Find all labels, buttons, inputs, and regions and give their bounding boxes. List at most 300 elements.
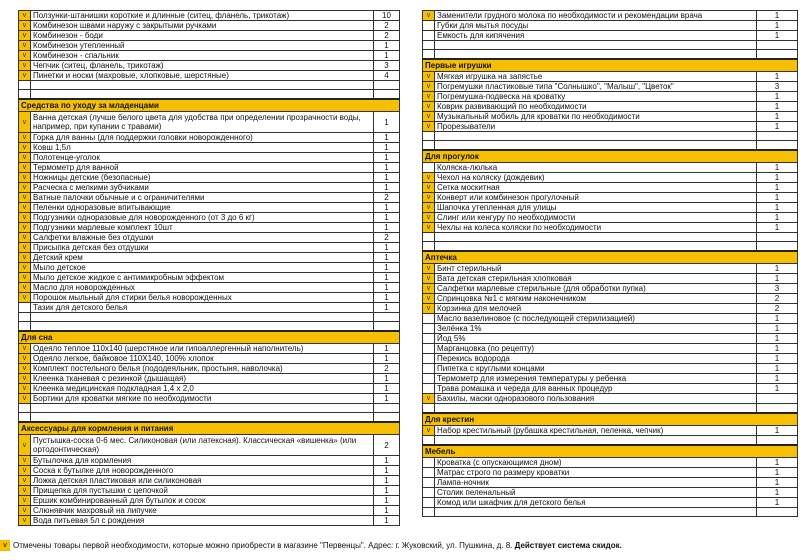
item-name: Столик пеленальный: [435, 488, 757, 498]
list-item: [423, 11, 798, 21]
item-quantity: [374, 404, 400, 413]
item-name: [31, 413, 374, 423]
list-item: [19, 213, 400, 223]
item-name: [435, 242, 757, 252]
check-mark: v: [19, 11, 31, 21]
list-item: [423, 334, 798, 344]
item-quantity: 1: [374, 213, 400, 223]
check-cell: [423, 364, 435, 374]
list-item: [19, 163, 400, 173]
item-name: [31, 404, 374, 413]
item-quantity: [757, 242, 798, 252]
item-quantity: 2: [374, 435, 400, 456]
item-name: Вода питьевая 5л с рождения: [31, 516, 374, 526]
item-name: [435, 132, 757, 141]
item-name: Подгузники марлевые комплект 10шт: [31, 223, 374, 233]
list-item: [423, 72, 798, 82]
item-quantity: 2: [374, 233, 400, 243]
item-quantity: 1: [757, 163, 798, 173]
item-quantity: 1: [757, 364, 798, 374]
item-name: Термометр для измерения температуры у ребенка: [435, 374, 757, 384]
footer-note: [0, 540, 806, 552]
item-name: Перекись водорода: [435, 354, 757, 364]
list-item: [19, 21, 400, 31]
item-quantity: 3: [757, 284, 798, 294]
check-cell: [423, 436, 435, 446]
check-mark: v: [19, 466, 31, 476]
list-item: [423, 426, 798, 436]
check-cell: [19, 404, 31, 413]
item-name: Полотенце-уголок: [31, 153, 374, 163]
check-mark: v: [423, 183, 435, 193]
check-cell: [19, 303, 31, 313]
list-item: [19, 354, 400, 364]
item-name: Ножницы детские (безопасные): [31, 173, 374, 183]
check-cell: [423, 41, 435, 50]
item-quantity: 1: [374, 344, 400, 354]
item-quantity: [757, 41, 798, 50]
check-mark: v: [423, 92, 435, 102]
item-quantity: 1: [374, 394, 400, 404]
item-quantity: 2: [374, 21, 400, 31]
list-item: [423, 324, 798, 334]
check-mark: v: [19, 263, 31, 273]
item-quantity: 1: [374, 143, 400, 153]
item-quantity: [757, 233, 798, 242]
list-item: [423, 122, 798, 132]
list-item: [19, 394, 400, 404]
list-item: [19, 223, 400, 233]
item-name: Присыпка детская без отдушки: [31, 243, 374, 253]
item-name: Клеенка медицинская подкладная 1,4 х 2,0: [31, 384, 374, 394]
item-name: Салфетки марлевые стерильные (для обработки пупка): [435, 284, 757, 294]
check-mark: v: [423, 304, 435, 314]
list-item: [19, 61, 400, 71]
list-item: [19, 486, 400, 496]
item-name: Бутылочка для кормления: [31, 456, 374, 466]
section-title: Аксессуары для кормления и питания: [19, 422, 400, 435]
item-quantity: [757, 404, 798, 414]
check-mark: v: [19, 21, 31, 31]
item-quantity: 1: [757, 426, 798, 436]
item-quantity: 1: [374, 384, 400, 394]
check-mark: v: [19, 193, 31, 203]
item-name: Кроватка (с опускающимся дном): [435, 458, 757, 468]
item-name: Ванна детская (лучше белого цвета для удобства при определении прозрачности воды, например, при купании с травами): [31, 112, 374, 133]
item-name: [435, 50, 757, 60]
check-mark: v: [19, 203, 31, 213]
empty-row: [423, 141, 798, 151]
check-cell: [423, 344, 435, 354]
item-name: Подгузники одноразовые для новорожденного (от 3 до 6 кг): [31, 213, 374, 223]
item-name: Вата детская стерильная хлопковая: [435, 274, 757, 284]
list-item: [423, 498, 798, 508]
check-cell: [19, 322, 31, 332]
list-item: [19, 253, 400, 263]
item-quantity: 1: [374, 183, 400, 193]
section-header: [423, 445, 798, 458]
check-cell: [19, 413, 31, 423]
list-item: [19, 466, 400, 476]
section-title: Первые игрушки: [423, 59, 798, 72]
empty-row: [423, 436, 798, 446]
item-quantity: [757, 132, 798, 141]
check-cell: [423, 21, 435, 31]
item-quantity: 1: [374, 203, 400, 213]
list-item: [423, 183, 798, 193]
item-name: Клеенка тканевая с резинкой (дышащая): [31, 374, 374, 384]
check-cell: [423, 468, 435, 478]
item-quantity: 1: [374, 263, 400, 273]
list-item: [423, 344, 798, 354]
list-item: [423, 384, 798, 394]
check-cell: [423, 384, 435, 394]
empty-row: [19, 413, 400, 423]
check-cell: [423, 334, 435, 344]
item-name: Пипетка с круглыми концами: [435, 364, 757, 374]
item-quantity: 1: [374, 163, 400, 173]
item-quantity: 1: [374, 293, 400, 303]
check-cell: [19, 313, 31, 322]
list-item: [19, 476, 400, 486]
section-header: [423, 150, 798, 163]
item-quantity: 1: [374, 253, 400, 263]
check-cell: [423, 50, 435, 60]
check-mark: v: [19, 61, 31, 71]
item-name: Прищепка для пустышки с цепочкой: [31, 486, 374, 496]
check-cell: [423, 488, 435, 498]
item-quantity: 10: [374, 11, 400, 21]
item-name: Заменители грудного молока по необходимости и рекомендации врача: [435, 11, 757, 21]
item-name: Салфетки влажные без отдушки: [31, 233, 374, 243]
item-name: Ершик комбинированный для бутылок и сосок: [31, 496, 374, 506]
check-mark: v: [19, 31, 31, 41]
check-cell: [423, 354, 435, 364]
list-item: [423, 304, 798, 314]
check-mark: v: [19, 71, 31, 81]
item-quantity: 1: [757, 21, 798, 31]
item-quantity: 4: [374, 71, 400, 81]
check-mark: v: [19, 283, 31, 293]
item-quantity: [757, 508, 798, 517]
section-header: [19, 331, 400, 344]
item-quantity: 1: [757, 11, 798, 21]
item-quantity: 1: [374, 112, 400, 133]
check-cell: [423, 31, 435, 41]
item-name: Пустышка-соска 0-6 мес. Силиконовая (или латексная). Классическая «вишенка» (или ортодонтическая): [31, 435, 374, 456]
check-mark: v: [423, 203, 435, 213]
item-name: Одеяло легкое, байковое 110Х140, 100% хлопок: [31, 354, 374, 364]
item-quantity: 1: [757, 203, 798, 213]
item-name: Йод 5%: [435, 334, 757, 344]
list-item: [19, 516, 400, 526]
list-item: [423, 203, 798, 213]
item-name: [435, 508, 757, 517]
item-quantity: 1: [374, 466, 400, 476]
footer-text: Отмечены товары первой необходимости, которые можно приобрести в магазине "Первенцы". Адрес: г. Жуковский, ул. Пушкина, д. 8.: [13, 541, 513, 550]
list-item: [19, 11, 400, 21]
check-mark: v: [19, 273, 31, 283]
list-item: [19, 112, 400, 133]
item-name: [31, 81, 374, 90]
check-mark: v: [423, 223, 435, 233]
list-item: [19, 496, 400, 506]
list-item: [19, 41, 400, 51]
check-mark: v: [423, 72, 435, 82]
item-name: Пинетки и носки (махровые, хлопковые, шерстяные): [31, 71, 374, 81]
empty-row: [423, 508, 798, 517]
item-quantity: 1: [374, 173, 400, 183]
list-item: [423, 21, 798, 31]
list-item: [19, 283, 400, 293]
item-name: Соска к бутылке для новорожденного: [31, 466, 374, 476]
item-quantity: 2: [757, 294, 798, 304]
list-item: [19, 506, 400, 516]
item-name: Комод или шкафчик для детского белья: [435, 498, 757, 508]
list-item: [423, 173, 798, 183]
check-mark: v: [19, 354, 31, 364]
item-quantity: 1: [757, 334, 798, 344]
check-mark: v: [423, 213, 435, 223]
check-mark: v: [19, 213, 31, 223]
check-cell: [423, 242, 435, 252]
check-mark: v: [19, 293, 31, 303]
item-name: Музыкальный мобиль для кроватки по необходимости: [435, 112, 757, 122]
item-name: Ползунки-штанишки короткие и длинные (ситец, фланель, трикотаж): [31, 11, 374, 21]
right-checklist: [422, 10, 798, 517]
empty-row: [19, 322, 400, 332]
check-mark: v: [19, 516, 31, 526]
section-title: Для прогулок: [423, 150, 798, 163]
list-item: [19, 293, 400, 303]
item-quantity: 1: [757, 122, 798, 132]
list-item: [19, 384, 400, 394]
item-quantity: 1: [757, 183, 798, 193]
list-item: [423, 112, 798, 122]
list-item: [423, 374, 798, 384]
section-title: Для крестин: [423, 413, 798, 426]
check-cell: [423, 498, 435, 508]
item-name: Детский крем: [31, 253, 374, 263]
item-name: Масло для новорожденных: [31, 283, 374, 293]
left-table: [18, 10, 400, 526]
check-mark: v: [19, 183, 31, 193]
item-name: Чехлы на колеса коляски по необходимости: [435, 223, 757, 233]
list-item: [423, 264, 798, 274]
check-mark: v: [19, 233, 31, 243]
check-mark: v: [19, 41, 31, 51]
item-name: Термометр для ванной: [31, 163, 374, 173]
list-item: [423, 458, 798, 468]
empty-row: [19, 81, 400, 90]
item-name: Сетка москитная: [435, 183, 757, 193]
item-name: Мыло детское жидкое с антимикробным эффектом: [31, 273, 374, 283]
check-mark: v: [19, 133, 31, 143]
check-cell: [423, 141, 435, 151]
check-mark: v: [423, 284, 435, 294]
list-item: [19, 364, 400, 374]
item-quantity: 1: [757, 478, 798, 488]
check-mark: v: [19, 112, 31, 133]
item-name: Шапочка утепленная для улицы: [435, 203, 757, 213]
item-name: Прорезыватели: [435, 122, 757, 132]
empty-row: [423, 404, 798, 414]
item-name: Мыло детское: [31, 263, 374, 273]
item-quantity: 1: [374, 354, 400, 364]
list-item: [423, 274, 798, 284]
list-item: [19, 193, 400, 203]
check-mark: v: [423, 294, 435, 304]
check-cell: [423, 324, 435, 334]
item-name: Зелёнка 1%: [435, 324, 757, 334]
list-item: [19, 203, 400, 213]
item-quantity: 1: [374, 41, 400, 51]
item-quantity: 1: [757, 314, 798, 324]
list-item: [423, 213, 798, 223]
list-item: [19, 71, 400, 81]
item-name: Погремушки пластиковые типа "Солнышко", "Малыш", "Цветок": [435, 82, 757, 92]
item-quantity: 1: [757, 92, 798, 102]
check-cell: [423, 508, 435, 517]
check-mark: v: [19, 153, 31, 163]
check-cell: [423, 132, 435, 141]
item-name: Слюнявчик махровый на липучке: [31, 506, 374, 516]
check-mark: v: [19, 51, 31, 61]
list-item: [423, 354, 798, 364]
list-item: [423, 284, 798, 294]
item-name: [31, 313, 374, 322]
check-mark: v: [423, 264, 435, 274]
item-quantity: 1: [757, 324, 798, 334]
item-quantity: 1: [374, 516, 400, 526]
check-mark: v: [19, 364, 31, 374]
item-quantity: 1: [374, 506, 400, 516]
list-item: [19, 133, 400, 143]
list-item: [423, 82, 798, 92]
item-quantity: 1: [757, 213, 798, 223]
item-quantity: 1: [757, 31, 798, 41]
item-name: [435, 141, 757, 151]
item-name: [435, 233, 757, 242]
item-name: Коврик развивающий по необходимости: [435, 102, 757, 112]
section-title: Аптечка: [423, 251, 798, 264]
item-quantity: 1: [757, 72, 798, 82]
item-name: [435, 436, 757, 446]
item-name: Бахилы, маски одноразового пользования: [435, 394, 757, 404]
list-item: [19, 51, 400, 61]
list-item: [423, 394, 798, 404]
item-quantity: 1: [374, 283, 400, 293]
item-name: [435, 41, 757, 50]
check-mark: v: [423, 173, 435, 183]
item-name: Комбинезон - спальник: [31, 51, 374, 61]
check-cell: [423, 163, 435, 173]
item-name: Матрас строго по размеру кроватки: [435, 468, 757, 478]
item-name: Пеленки одноразовые впитывающие: [31, 203, 374, 213]
item-name: Губки для мытья посуды: [435, 21, 757, 31]
list-item: [19, 243, 400, 253]
check-mark: v: [423, 426, 435, 436]
item-quantity: 2: [374, 364, 400, 374]
empty-row: [423, 50, 798, 60]
empty-row: [423, 132, 798, 141]
list-item: [19, 435, 400, 456]
check-cell: [423, 478, 435, 488]
list-item: [423, 314, 798, 324]
list-item: [423, 193, 798, 203]
item-name: Конверт или комбинезон прогулочный: [435, 193, 757, 203]
item-quantity: 1: [374, 273, 400, 283]
left-checklist: [18, 10, 400, 526]
check-cell: [19, 81, 31, 90]
item-quantity: 1: [374, 476, 400, 486]
empty-row: [19, 313, 400, 322]
item-name: Трава ромашка и череда для ванных процедур: [435, 384, 757, 394]
item-name: Емкость для кипячения: [435, 31, 757, 41]
check-mark: v: [423, 112, 435, 122]
item-quantity: 2: [374, 31, 400, 41]
item-quantity: 1: [757, 264, 798, 274]
section-title: Для сна: [19, 331, 400, 344]
item-quantity: 1: [757, 468, 798, 478]
item-quantity: 1: [374, 51, 400, 61]
item-quantity: 3: [757, 82, 798, 92]
empty-row: [19, 404, 400, 413]
check-cell: [423, 404, 435, 414]
item-quantity: [757, 394, 798, 404]
list-item: [423, 294, 798, 304]
item-name: Корзинка для мелочей: [435, 304, 757, 314]
item-quantity: 1: [374, 243, 400, 253]
item-name: [435, 404, 757, 414]
list-item: [423, 478, 798, 488]
list-item: [19, 273, 400, 283]
check-cell: [423, 374, 435, 384]
item-name: Порошок мыльный для стирки белья новорожденных: [31, 293, 374, 303]
item-quantity: [374, 90, 400, 100]
item-quantity: [757, 141, 798, 151]
item-quantity: 1: [757, 344, 798, 354]
item-quantity: 1: [374, 496, 400, 506]
item-name: Слинг или кенгуру по необходимости: [435, 213, 757, 223]
check-mark: v: [423, 82, 435, 92]
list-item: [19, 344, 400, 354]
empty-row: [19, 90, 400, 100]
item-name: Одеяло теплое 110х140 (шерстяное или гипоаллергенный наполнитель): [31, 344, 374, 354]
item-name: Бортики для кроватки мягкие по необходимости: [31, 394, 374, 404]
list-item: [19, 374, 400, 384]
item-quantity: 1: [757, 488, 798, 498]
list-item: [423, 102, 798, 112]
list-item: [19, 153, 400, 163]
item-name: [31, 90, 374, 100]
check-mark: v: [423, 274, 435, 284]
check-mark: v: [423, 394, 435, 404]
section-header: [423, 59, 798, 72]
empty-row: [423, 41, 798, 50]
list-item: [19, 263, 400, 273]
check-mark: v: [19, 163, 31, 173]
item-name: Комбинезон - боди: [31, 31, 374, 41]
check-cell: [19, 90, 31, 100]
item-quantity: [757, 50, 798, 60]
check-mark: v: [19, 173, 31, 183]
item-quantity: 1: [757, 193, 798, 203]
empty-row: [423, 233, 798, 242]
check-mark: v: [19, 506, 31, 516]
check-cell: [423, 314, 435, 324]
item-quantity: [374, 81, 400, 90]
